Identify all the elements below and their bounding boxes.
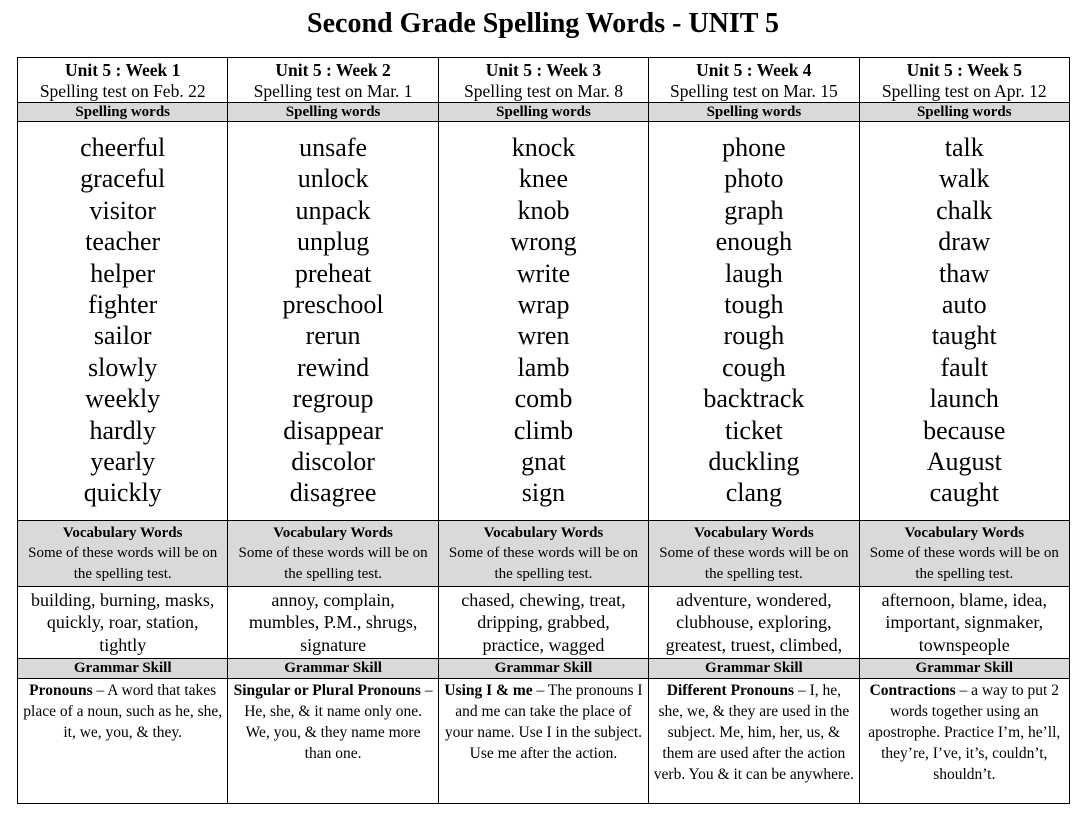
test-date: Spelling test on Mar. 15 (670, 81, 838, 101)
vocab-list: adventure, wondered, clubhouse, exploring, greatest, truest, climbed, (649, 586, 859, 659)
spelling-word: photo (724, 164, 784, 194)
spelling-word: regroup (292, 384, 374, 414)
vocab-heading: Vocabulary Words (694, 525, 814, 541)
grammar-row (18, 679, 1070, 804)
spelling-word: lamb (517, 352, 570, 382)
spelling-word: auto (941, 290, 987, 320)
spelling-word: unpack (295, 195, 371, 225)
spelling-word: preschool (282, 290, 384, 320)
test-date: Spelling test on Feb. 22 (39, 81, 206, 101)
grammar-cell (438, 679, 648, 804)
word-list (228, 122, 438, 521)
spelling-word: draw (938, 227, 991, 257)
spelling-word: knock (511, 133, 576, 162)
spelling-word: phone (722, 133, 786, 162)
spelling-word: laugh (724, 258, 783, 288)
grammar-label: Grammar Skill (228, 659, 438, 679)
grammar-label: Grammar Skill (438, 659, 648, 679)
week-header (228, 58, 438, 103)
word-list (18, 122, 228, 521)
week-label: Unit 5 : Week 3 (485, 60, 602, 80)
spelling-word: clang (725, 478, 783, 508)
week-header (859, 58, 1069, 103)
spelling-word: unsafe (299, 133, 368, 162)
spelling-words-row (18, 122, 1070, 521)
grammar-text: – The pronouns I and me can take the place of your name. Use I in the subject. Use me after the action. (444, 682, 643, 762)
vocab-heading-cell (859, 521, 1069, 587)
spelling-words-label: Spelling words (438, 103, 648, 122)
spelling-word: fighter (88, 290, 158, 320)
spelling-word: chalk (936, 195, 993, 225)
vocab-list: annoy, complain, mumbles, P.M., shrugs, signature (228, 586, 438, 659)
vocab-heading: Vocabulary Words (483, 525, 604, 541)
week-label: Unit 5 : Week 2 (275, 60, 391, 80)
week-header (649, 58, 859, 103)
spelling-word: knee (518, 164, 569, 194)
spelling-word: enough (715, 227, 793, 257)
spelling-word: rewind (296, 352, 370, 382)
spelling-word: knob (517, 195, 570, 225)
spelling-words-band (18, 103, 1070, 122)
spelling-word: launch (929, 384, 999, 414)
vocab-list: building, burning, masks, quickly, roar, station, tightly (18, 586, 228, 659)
grammar-title: Pronouns (29, 682, 93, 700)
test-date: Spelling test on Apr. 12 (881, 81, 1047, 101)
grammar-text: – He, she, & it name only one. We, you, & they name more than one. (244, 682, 433, 762)
spelling-word: tough (724, 290, 784, 320)
vocab-heading-row (18, 521, 1070, 587)
spelling-word: ticket (724, 415, 783, 445)
vocab-subtext: Some of these words will be on the spelling test. (238, 545, 428, 582)
vocab-heading-cell (18, 521, 228, 587)
grammar-cell (859, 679, 1069, 804)
spelling-word: yearly (90, 447, 156, 477)
spelling-words-label: Spelling words (649, 103, 859, 122)
spelling-word: disappear (283, 415, 383, 445)
week-label: Unit 5 : Week 5 (906, 60, 1022, 80)
grammar-band (18, 659, 1070, 679)
week-header (18, 58, 228, 103)
week-header (438, 58, 648, 103)
vocab-heading-cell (649, 521, 859, 587)
grammar-text: – A word that takes place of a noun, such as he, she, it, we, you, & they. (23, 682, 223, 741)
spelling-word: write (516, 258, 571, 288)
spelling-word: rough (723, 321, 785, 351)
spelling-word: helper (90, 258, 156, 288)
spelling-word: climb (513, 415, 574, 445)
grammar-title: Contractions (869, 682, 956, 700)
grammar-label: Grammar Skill (859, 659, 1069, 679)
spelling-word: because (923, 415, 1006, 445)
spelling-word: visitor (89, 195, 156, 225)
vocab-subtext: Some of these words will be on the spelling test. (869, 545, 1059, 582)
spelling-word: unplug (296, 227, 370, 257)
vocab-heading: Vocabulary Words (62, 525, 183, 541)
grammar-label: Grammar Skill (18, 659, 228, 679)
spelling-word: wrap (517, 290, 570, 320)
spelling-word: caught (929, 478, 999, 508)
grammar-label: Grammar Skill (649, 659, 859, 679)
week-label: Unit 5 : Week 4 (696, 60, 812, 80)
vocab-heading-cell (228, 521, 438, 587)
vocab-list: afternoon, blame, idea, important, signmaker, townspeople (859, 586, 1069, 659)
grammar-title: Using I & me (444, 682, 533, 700)
spelling-word: unlock (297, 164, 369, 194)
spelling-word: cheerful (80, 133, 166, 162)
spelling-words-label: Spelling words (228, 103, 438, 122)
vocab-heading-cell (438, 521, 648, 587)
spelling-word: weekly (85, 384, 161, 414)
spelling-word: thaw (939, 258, 990, 288)
spelling-words-label: Spelling words (18, 103, 228, 122)
spelling-word: gnat (521, 447, 566, 477)
spelling-word: rerun (305, 321, 361, 351)
grammar-cell (649, 679, 859, 804)
vocab-subtext: Some of these words will be on the spelling test. (448, 545, 639, 582)
spelling-word: quickly (83, 478, 162, 508)
grammar-cell (18, 679, 228, 804)
spelling-word: backtrack (703, 384, 805, 414)
test-date: Spelling test on Mar. 8 (464, 81, 623, 101)
spelling-word: graceful (80, 164, 166, 194)
grammar-text: – I, he, she, we, & they are used in the subject. Me, him, her, us, & them are used after the action verb. You & it can be anywhere. (653, 682, 854, 783)
grammar-title: Different Pronouns (666, 682, 795, 700)
spelling-word: sailor (93, 321, 152, 351)
spelling-word: slowly (88, 352, 158, 382)
grammar-cell (228, 679, 438, 804)
spelling-word: talk (944, 133, 984, 162)
word-list (859, 122, 1069, 521)
word-list (438, 122, 648, 521)
spelling-word: hardly (89, 415, 156, 445)
spelling-word: wren (517, 321, 570, 351)
page-title: Second Grade Spelling Words - UNIT 5 (307, 8, 779, 39)
spelling-word: graph (724, 195, 784, 225)
spelling-word: teacher (85, 227, 161, 257)
spelling-word: taught (931, 321, 997, 351)
week-label: Unit 5 : Week 1 (65, 60, 181, 80)
spelling-word: comb (514, 384, 573, 414)
spelling-table (17, 57, 1070, 804)
test-date: Spelling test on Mar. 1 (253, 81, 413, 101)
vocab-list-row (18, 586, 1070, 659)
spelling-word: walk (939, 164, 990, 194)
vocab-subtext: Some of these words will be on the spelling test. (659, 545, 849, 582)
spelling-word: sign (521, 478, 566, 508)
spelling-word: disagree (289, 478, 377, 508)
spelling-word: cough (722, 352, 786, 382)
spelling-word: fault (940, 352, 989, 382)
grammar-text: – a way to put 2 words together using an apostrophe. Practice I’m, he’ll, they’re, I’ve, it’s, couldn’t, shouldn’t. (868, 682, 1061, 783)
spelling-word: discolor (291, 447, 375, 477)
week-header-row (18, 58, 1070, 103)
spelling-word: August (926, 447, 1002, 477)
spelling-words-label: Spelling words (859, 103, 1069, 122)
vocab-heading: Vocabulary Words (273, 525, 393, 541)
grammar-title: Singular or Plural Pronouns (233, 682, 421, 700)
spelling-word: preheat (294, 258, 372, 288)
word-list (649, 122, 859, 521)
vocab-list: chased, chewing, treat, dripping, grabbed, practice, wagged (438, 586, 648, 659)
spelling-word: wrong (510, 227, 577, 257)
spelling-word: duckling (708, 447, 800, 477)
vocab-subtext: Some of these words will be on the spelling test. (28, 545, 218, 582)
vocab-heading: Vocabulary Words (904, 525, 1025, 541)
